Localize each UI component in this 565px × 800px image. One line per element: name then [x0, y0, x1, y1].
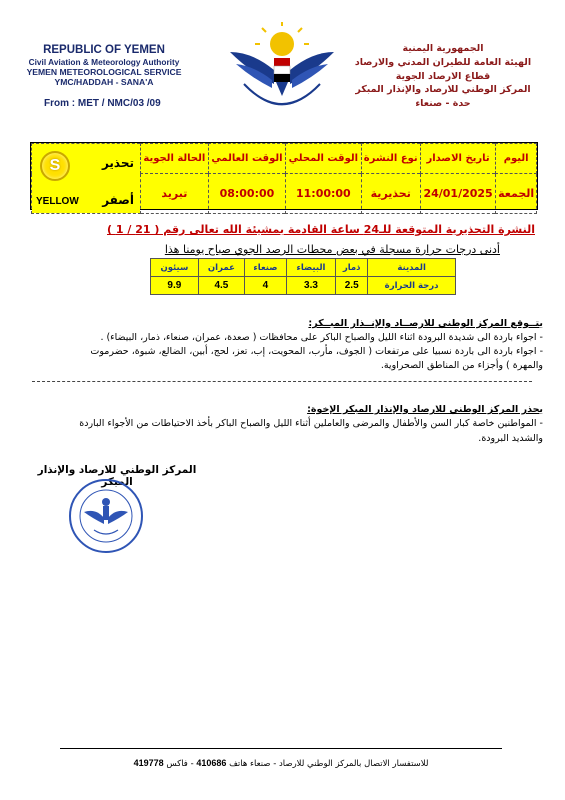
header-ar-line2: الهيئة العامة للطيران المدني والارصاد [354, 56, 532, 68]
warning-table [30, 142, 538, 210]
divider [32, 381, 532, 382]
official-stamp-icon [68, 478, 144, 554]
temp-value: 2.5 [336, 277, 368, 295]
temp-city: البيضاء [286, 259, 335, 277]
header-en-line4: YMC/HADDAH - SANA'A [54, 77, 154, 88]
advice-section [23, 403, 543, 446]
footer-fax-label: - فاكس [166, 759, 194, 769]
warning-label: تحذير [101, 155, 134, 170]
value-day: الجمعة [496, 174, 537, 214]
forecast-line: والمهرة ) وأجزاء من المناطق الصحراوية. [380, 360, 543, 372]
footer-text: للاستفسار الاتصال بالمركز الوطني للارصاد - صنعاء هاتف [229, 759, 429, 769]
footer-fax: 419778 [133, 758, 164, 768]
temperature-table [150, 258, 456, 295]
footer-divider [60, 748, 502, 749]
header-utc-time: الوقت العالمي [208, 144, 285, 174]
value-utc-time: 08:00:00 [208, 174, 285, 214]
warning-symbol-icon: S [40, 151, 70, 181]
temp-city: ذمار [336, 259, 368, 277]
temp-value-label: درجة الحرارة [368, 277, 456, 295]
eagle-emblem-logo [222, 22, 342, 122]
value-issue-date: 24/01/2025 [420, 174, 495, 214]
temp-value: 3.3 [286, 277, 335, 295]
signature: المركز الوطني للارصاد والإنذار المبكر [37, 464, 197, 488]
from-reference: From : MET / NMC/03 /09 [44, 98, 161, 109]
value-bulletin-type: تحذيرية [361, 174, 420, 214]
header-issue-date: تاريخ الاصدار [420, 144, 495, 174]
header-ar-line1: الجمهورية اليمنية [402, 43, 484, 54]
bulletin-title: النشرة التحذيرية المتوقعة للـ24 ساعة القادمة بمشيئة الله تعالى رقم ( 21 / 1 ) [107, 223, 535, 236]
footer-phone: 410686 [196, 758, 227, 768]
header-ar-line4: المركز الوطني للارصاد والإنذار المبكر [355, 84, 531, 96]
footer-contact [60, 758, 502, 769]
header-weather-state: الحالة الجوية [141, 144, 209, 174]
header-en-line2: Civil Aviation & Meteorology Authority [28, 56, 180, 67]
temp-city: سيئون [151, 259, 199, 277]
header-bulletin-type: نوع النشرة [361, 144, 420, 174]
header-ar-line5: حدة - صنعاء [415, 98, 471, 110]
header-local-time: الوقت المحلي [286, 144, 361, 174]
lowest-temps-title: أدنى درجات حرارة مسجلة في بعض محطات الرصد الجوي صباح يومنا هذا [164, 243, 500, 256]
header-en-line1: REPUBLIC OF YEMEN [43, 44, 165, 56]
header-english [14, 44, 194, 88]
temp-value: 4 [245, 277, 287, 295]
warning-level-cell [32, 144, 141, 214]
temp-value: 4.5 [198, 277, 244, 295]
header-day: اليوم [496, 144, 537, 174]
temp-city: صنعاء [245, 259, 287, 277]
forecast-line: - اجواء باردة الى باردة نسبيا على مرتفعات ( الجوف، مأرب، المحويت، إب، تعز، لحج، أبين، الضالع، شبوة، حضرموت [90, 346, 543, 358]
header-en-line3: YEMEN METEOROLOGICAL SERVICE [26, 67, 182, 78]
temp-header-city: المدينة [368, 259, 456, 277]
warning-color-ar: أصفر [102, 192, 134, 207]
advice-line: - المواطنين خاصة كبار السن والأطفال والمرضى والعاملين أثناء الليل والصباح الباكر بأخذ الاحتياطات من الأجواء الباردة [79, 418, 543, 430]
temp-city: عمران [198, 259, 244, 277]
warning-color-en: YELLOW [36, 195, 79, 207]
header-ar-line3: قطاع الارصاد الجوية [395, 70, 491, 82]
advice-line: والشديد البرودة. [478, 432, 543, 444]
temp-value: 9.9 [151, 277, 199, 295]
forecast-title: يتــوقع المركز الوطني للارصــاد والإنــذار المبــكر: [308, 318, 543, 329]
advice-title: يحذر المركز الوطني للارصاد والإنذار المبكر الإخوة: [307, 404, 543, 415]
value-local-time: 11:00:00 [286, 174, 361, 214]
forecast-section [23, 317, 543, 373]
header-arabic [343, 42, 543, 111]
value-weather-state: تبريد [141, 174, 209, 214]
forecast-line: - اجواء باردة الى شديدة البرودة اثناء الليل والصباح الباكر على محافظات ( صعدة، عمران، صنعاء، ذمار، البيضاء) . [100, 332, 543, 344]
